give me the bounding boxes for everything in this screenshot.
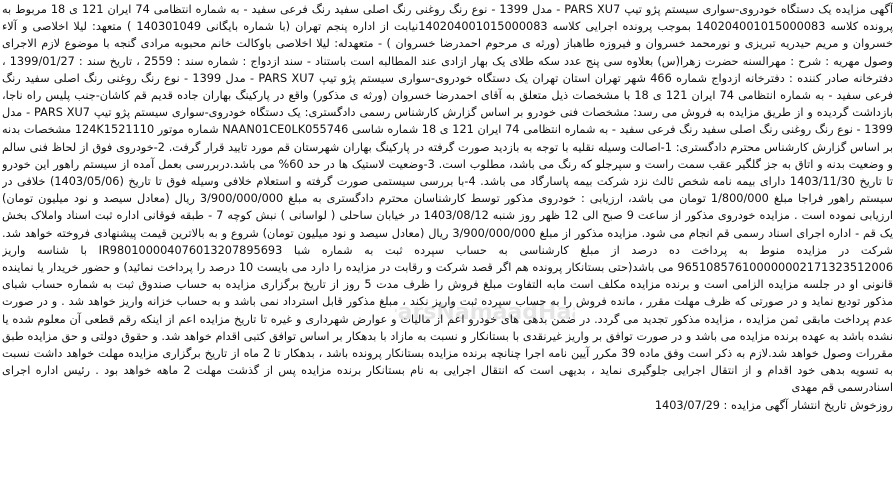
auction-notice xyxy=(2,1,893,490)
publish-date-line: روزخوش تاریخ انتشار آگهی مزایده : 1403/07/29 xyxy=(654,398,893,412)
notice-body-text: آگهی مزایده یک دستگاه خودروی-سواری سیستم پژو تیپ PARS XU7 - مدل 1399 - نوع رنگ روغنی رنگ اصلی سفید رنگ فرعی سفید - به شماره انتظامی 74 ایران 121 ی 18 مربوط به پرونده کلاسه 140204001015000083 بموجب پرونده اجرایی کلاسه 140204001015000083نیابت از اداره پنجم تهران (با شماره بایگانی 140301049 ) متعهد: لیلا اخلاصی و آلاء خسروان و مریم حیدریه تبریزی و نورمحمد خسروان و فیروزه طاهباز (ورثه ی مرحوم احمدرضا خسروان ) - متعهدله: لیلا اخلاصی باوکالت خانم محبوبه مرادی گنجه با موضوع لازم الاجرای وصول مهریه : شرح : مهرالسنه حضرت زهرا(س) بعلاوه سی پنج عدد سکه طلای یک بهار ازادی عند المطالبه است باستناد - سند ازدواج : شماره سند : 2559 ، تاریخ سند : 1399/01/27 ، دفترخانه صادر کننده : دفترخانه ازدواج شماره 466 شهر تهران استان تهران یک دستگاه خودروی-سواری سیستم پژو تیپ PARS XU7 - مدل 1399 - نوع رنگ روغنی رنگ اصلی سفید رنگ فرعی سفید - به شماره انتظامی 74 ایران 121 ی 18 با مشخصات ذیل متعلق به آقای احمدرضا خسروان (ورثه ی مذکور) واقع در پارکینگ بهاران جاده قدیم قم کاشان-جنب پلیس راه ناجا، بازداشت گردیده و از طریق مزایده به فروش می رسد: مشخصات فنی خودرو بر اساس گزارش کارشناس رسمی دادگستری: یک دستگاه خودروی-سواری سیستم پژو تیپ PARS XU7 - مدل 1399 - نوع رنگ روغنی رنگ اصلی سفید رنگ فرعی سفید - به شماره انتظامی 74 ایران 121 ی 18 شماره شاسی NAAN01CE0LK055746 شماره موتور 124K1521110 مشخصات بدنه بر اساس گزارش کارشناس محترم دادگستری: 1-اصالت وسیله نقلیه با توجه به بازدید صورت گرفته در پارکینگ بهاران شهرستان قم مورد تایید قرار گرفت. 2-خودروی فوق از لحاظ فنی سالم و وضعیت بدنه و اتاق به جز گلگیر عقب سمت راست و سپرجلو که رنگ می باشد، مطلوب است. 3-وضعیت لاستیک ها در حد 60% می باشد.دربررسی بعمل آمده از سیستم راهور این خودرو تا تاریخ 1403/11/30 دارای بیمه نامه شخص ثالث نزد شرکت بیمه پاسارگاد می باشد. 4-با بررسی سیستمی صورت گرفته و استعلام خلافی وسیله فوق تا تاریخ (1403/05/06) خلافی در سیستم راهور فراجا مبلغ 1/800/000 تومان می باشد، ارزیابی : خودروی مذکور توسط کارشناسان محترم دادگستری به مبلغ 3/900/000/000 ریال (معادل سیصد و نود میلیون تومان) ارزیابی نموده است . مزایده خودروی مذکور از ساعت 9 صبح الی 12 ظهر روز شنبه 1403/08/12 در خیابان ساحلی ( لواسانی ) نبش کوچه 7 - طبقه فوقانی اداره ثبت اسناد واملاک بخش یک قم - اداره اجرای اسناد رسمی قم انجام می شود. مزایده مذکور از مبلغ 3/900/000/000 ریال (معادل سیصد و نود میلیون تومان) شروع و به بالاترین قیمت پیشنهادی فروخته خواهد شد. شرکت در مزایده منوط به پرداخت ده درصد از مبلغ کارشناسی به حساب سپرده ثبت به شماره شبا IR980100004076013207895693 با شناسه واریز 965108576100000002171323512006 می باشد(حتی بستانکار پرونده هم اگر قصد شرکت و رقابت در مزایده را دارد می بایست 10 درصد را پرداخت نمائید) و حضور خریدار یا نماینده قانونی او در جلسه مزایده الزامی است و برنده مزایده مکلف است مابه التفاوت مبلغ فروش را ظرف مدت 5 روز از تاریخ برگزاری مزایده به حساب صندوق ثبت به شماره حساب شبای مذکور تودیع نماید و در صورتی که ظرف مهلت مقرر ، مانده فروش را به حساب سپرده ثبت واریز نکند ، مبلغ مذکور قابل استرداد نمی باشد و به حساب خزانه واریز خواهد شد . و در صورت عدم پرداخت مابقی ثمن مزایده ، مزایده مذکور تجدید می گردد. در ضمن بدهی های خودرو اعم از مالیات و عوارض شهرداری و غیره تا تاریخ مزایده اعم از اینکه رقم قطعی آن معلوم شده یا نشده باشد به عهده برنده مزایده می باشد و در صورت توافق بر واریز غیرنقدی با بستانکار و نسبت به مازاد با بدهکار بر اساس توافق کتبی اقدام خواهد شد. و حقوق دولتی و حق مزایده طبق مقررات وصول خواهد شد.لازم به ذکر است وفق ماده 39 مکرر آیین نامه اجرا چنانچه برنده مزایده بستانکار پرونده باشد ، بدهکار تا 2 ماه از تاریخ برگزاری مزایده مهلت خواهد داشت نسبت به تسویه بدهی خود اقدام و از انتقال اجرایی جلوگیری نماید ، بدیهی است که انتقال اجرایی به نام بستانکار برنده مزایده پس از گذشت مهلت 2 ماهه خواهد بود . رئیس اداره اجرای اسنادرسمی قم مهدی xyxy=(2,3,893,395)
watermark-text: arsNamaadHaa xyxy=(397,300,575,325)
